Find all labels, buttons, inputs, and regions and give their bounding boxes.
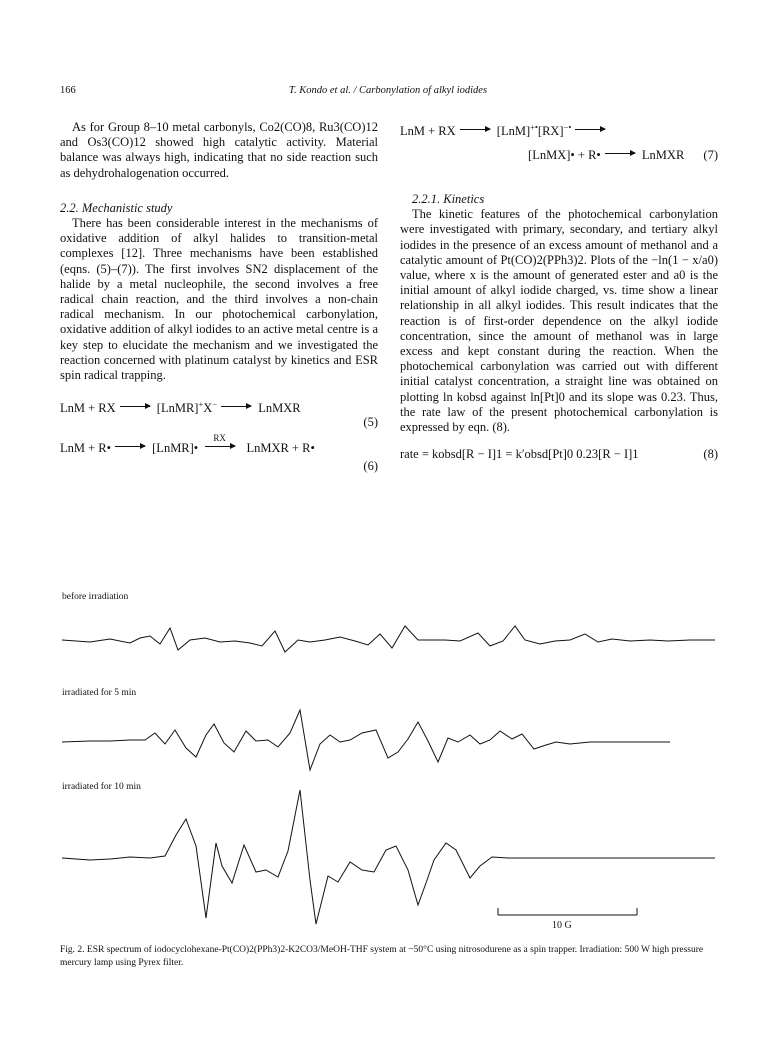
eq7-reactants: LnM + RX [400,124,456,139]
eq8-expression: rate = kobsd[R − I]1 = k′obsd[Pt]0 0.23[R − I]1 [400,447,639,462]
equation-5: LnM + RX [LnMR]+X− LnMXR [60,399,301,416]
eq5-intermediate: [LnMR] [156,401,199,416]
eq6-reactants: LnM + R• [60,441,112,456]
scale-bar [498,908,637,915]
esr-trace-10min [62,790,715,924]
eq5-number: (5) [363,415,378,430]
scale-bar-label: 10 G [552,920,572,931]
eq7-intermediate: [LnMX]• + R• [528,148,601,162]
eq6-product: LnMXR + R• [246,441,315,456]
eq7-cation: [LnM] [496,124,531,139]
eq5-reactants: LnM + RX [60,401,116,416]
eq6-intermediate: [LnMR]• [152,441,199,456]
eq8-number: (8) [703,447,718,462]
eq5-anion: X [203,401,213,416]
intro-paragraph: As for Group 8–10 metal carbonyls, Co2(CO)8, Ru3(CO)12 and Os3(CO)12 showed high catalytic activity. Material balance was always high, indicating that no side reaction such as dehydrohalogenation occurred. [60,120,378,180]
subsection-title: 2.2.1. Kinetics [412,192,485,206]
trace-label-before: before irradiation [62,592,129,602]
page-number: 166 [60,85,76,96]
section-title: 2.2. Mechanistic study [60,200,173,215]
trace-label-5min: irradiated for 5 min [62,688,137,698]
kinetics-paragraph: The kinetic features of the photochemical carbonylation were investigated with primary, secondary, and tertiary alkyl iodides in the presence of an excess amount of methanol and a catalytic amount of Pt(CO)2(PPh3)2. Plots of the −ln(1 − x/a0) value, where x is the amount of generated ester and a0 is the initial amount of alkyl iodide charged, vs. time show a linear relationship in all alkyl iodides. This result indicates that the reaction is of first-order dependence on the alkyl iodide concentration, since the amount of methanol was in large excess and kept constant during the reaction. When the photochemical carbonylation was carried out with different initial catalyst concentration, a straight line was obtained on plotting ln kobsd against ln[Pt]0 and its slope was 0.23. Thus, the rate law of the present photochemical carbonylation is expressed by eqn. (8). [400,207,718,435]
eq7-anion: [RX] [537,124,564,139]
eq5-product: LnMXR [258,401,301,416]
eq7-product: LnMXR [641,148,685,162]
equation-7-line-1: LnM + RX [LnM]+•[RX]−• [400,120,718,138]
esr-trace-5min [62,710,670,770]
esr-trace-before [62,626,715,652]
figure-caption: Fig. 2. ESR spectrum of iodocyclohexane-Pt(CO)2(PPh3)2-K2CO3/MeOH-THF system at −50°C using nitrosodurene as a spin trapper. Irradiation: 500 W high pressure mercury lamp using Pyrex filter. [60,945,704,968]
eq6-arrow-label: RX [213,433,226,444]
running-title: T. Kondo et al. / Carbonylation of alkyl iodides [288,85,488,96]
mechanism-paragraph: There has been considerable interest in the mechanisms of oxidative addition of alkyl halides to transition-metal complexes [12]. Three mechanisms have been established (eqns. (5)–(7)). The first involves SN2 displacement of the halide by a metal nucleophile, the second involves a free radical chain reaction, and the third involves a non-chain radical mechanism. In our photochemical carbonylation, oxidative addition of alkyl iodides to an active metal centre is a key step to elucidate the mechanism and we investigated the reaction concerned with platinum catalyst by kinetics and ESR spin radical trapping. [60,216,378,383]
eq7-number: (7) [703,148,718,162]
eq6-number: (6) [363,459,378,474]
trace-label-10min: irradiated for 10 min [62,782,141,792]
